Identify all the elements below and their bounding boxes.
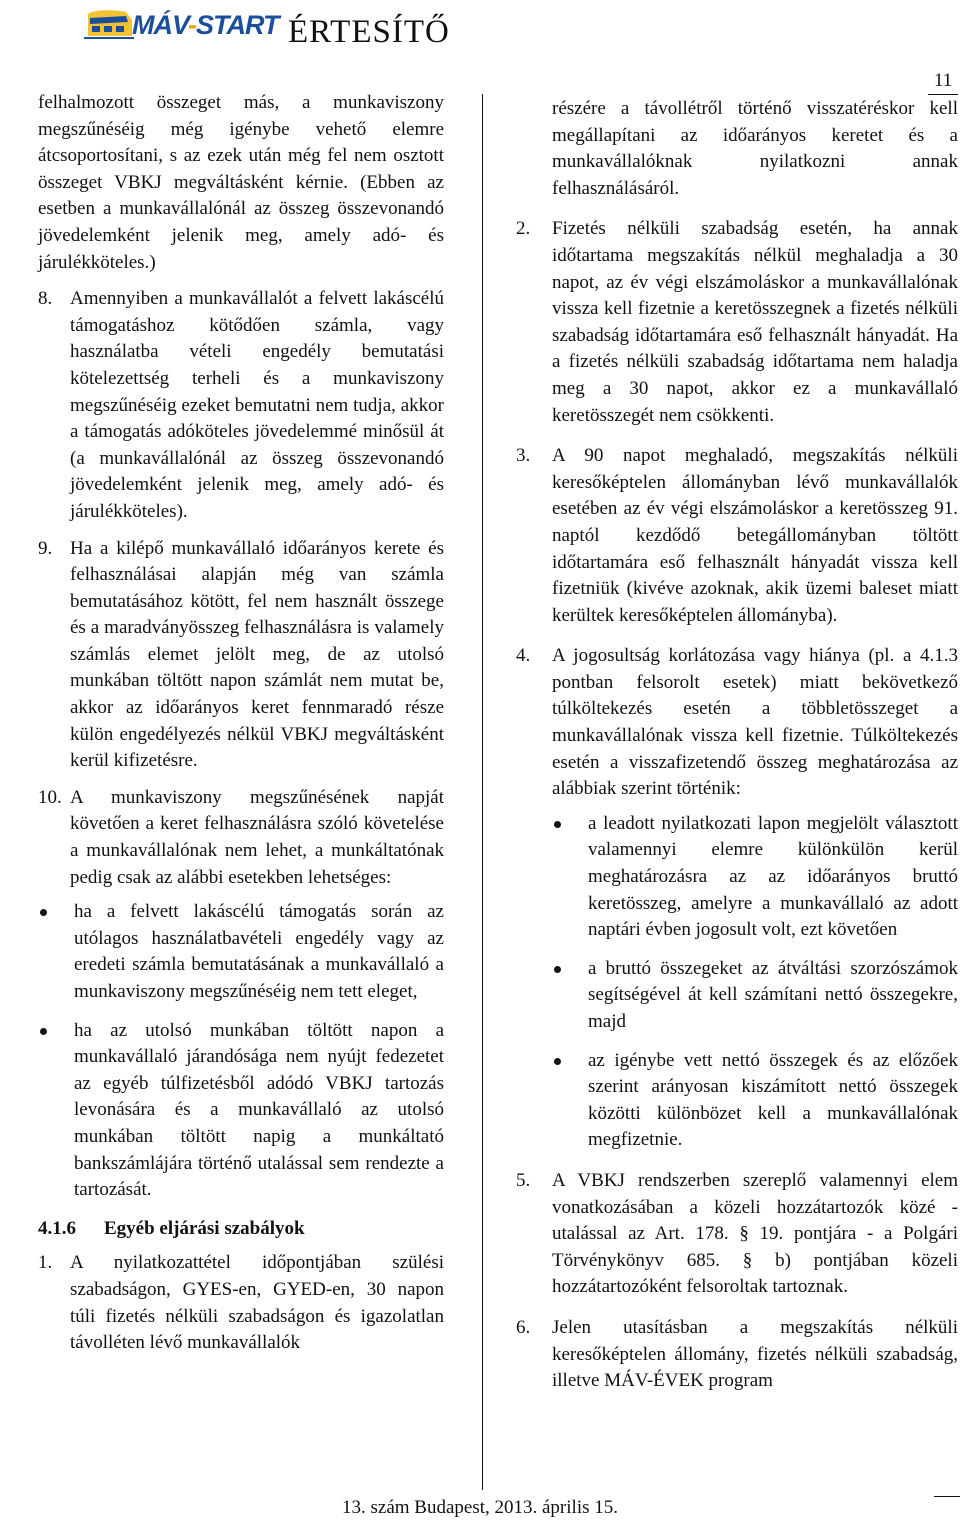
list-item [38, 536, 444, 775]
list-item [516, 216, 958, 429]
bullet-icon [552, 956, 588, 1036]
item-number: 4. [516, 645, 531, 667]
bullet-text: ha az utolsó munkában töltött napon a munkavállaló járandósága nem nyújt fedezetet az egyéb túlfizetésből adódó VBKJ tartozás levonására és a munkavállaló az utolsó munkában töltött napig a munkáltató bankszámlájára történő utalással sem rendezte a tartozását. [74, 1019, 444, 1201]
section-number: 4.1.6 [38, 1217, 76, 1239]
bullet-icon [552, 811, 588, 944]
item-number: 6. [516, 1316, 531, 1338]
item-text: Ha a kilépő munkavállaló időarányos kerete és felhasználásai alapján még van számla bemutatásához kötött, fel nem használt összege és a maradványösszeg felhasználásra is valamely számlás elemet jelölt meg, de az utolsó munkában töltött napon számlát nem mutat be, akkor az időarányos keret fennmaradó része külön engedélyezés nélkül VBKJ megváltásként kerül kifizetésre. [70, 537, 444, 772]
item-text: A munkaviszony megszűnésének napját követően a keret felhasználásra szóló követelése a munkavállalónak nem lehet, a munkáltatónak pedig csak az alábbi esetekben lehetséges: [70, 786, 444, 888]
page-number: 11 [934, 70, 953, 91]
bullet-item [552, 956, 958, 1036]
list-item [516, 1315, 958, 1395]
bullet-icon [38, 899, 74, 1005]
right-column [516, 96, 958, 1405]
item-number: 3. [516, 445, 531, 467]
page-number-rule [928, 94, 958, 95]
bullet-text: az igénybe vett nettó összegek és az előzőek szerint arányosan kiszámított nettó összegek közötti különbözet kell a munkavállalónak megfizetnie. [588, 1049, 958, 1151]
item-number: 9. [38, 537, 53, 559]
list-item [516, 1168, 958, 1301]
item-text: A VBKJ rendszerben szereplő valamennyi elem vonatkozásában a közeli hozzátartozók közé - utalással az Art. 178. § 19. pontjára - a Polgári Törvénykönyv 685. § b) pontjában közeli hozzátartozóként felsoroltak tartoznak. [552, 1169, 958, 1298]
item-number: 2. [516, 218, 531, 240]
bullet-text: ha a felvett lakáscélú támogatás során az utólagos használatbavételi engedély vagy az eredeti számla bemutatásának a munkavállaló a munkaviszony megszűnéséig nem tett eleget, [74, 901, 444, 1002]
page-footer: 13. szám Budapest, 2013. április 15. [342, 1497, 618, 1518]
bullet-icon [552, 1048, 588, 1154]
item-number: 1. [38, 1252, 53, 1274]
item-text: Jelen utasításban a megszakítás nélküli keresőképtelen állomány, fizetés nélküli szabadság, illetve MÁV-ÉVEK program [552, 1316, 958, 1392]
train-logo-icon [82, 8, 134, 42]
list-item [38, 785, 444, 891]
logo-wordmark: MÁV-START [132, 10, 279, 40]
bullet-text: a leadott nyilatkozati lapon megjelölt választott valamennyi elemre különkülön kerül meghatározásra az az időarányos bruttó keretösszeg, amelyre a munkavállaló az adott naptári évben jogosult volt, ezt követően [588, 812, 958, 941]
publication-title: ÉRTESÍTŐ [288, 14, 450, 50]
section-heading [38, 1216, 444, 1243]
column-divider [482, 94, 483, 1490]
item-text: Amennyiben a munkavállalót a felvett lakáscélú támogatáshoz kötődően számla, vagy használatba vételi engedély bemutatási kötelezettség terheli és a munkaviszony megszűnéséig ezeket bemutatni nem tudja, akkor a támogatás adóköteles jövedelemmé minősül át (a munkavállalónál az összeg összevonandó jövedelemként jelenik meg, amely adó- és járulékköteles). [70, 288, 444, 522]
list-item [516, 443, 958, 629]
item-text: A nyilatkozattétel időpontjában szülési szabadságon, GYES-en, GYED-en, 30 napon túli fizetés nélküli szabadságon és igazolatlan távolléten lévő munkavállalók [70, 1252, 444, 1354]
bullet-item [552, 811, 958, 944]
section-title: Egyéb eljárási szabályok [104, 1217, 305, 1239]
list-item [38, 286, 444, 525]
item-number: 5. [516, 1169, 531, 1191]
right-intro-paragraph: részére a távollétről történő visszatéréskor kell megállapítani az időarányos keretet és a munkavállalóknak nyilatkozni annak felhasználásáról. [552, 98, 958, 199]
item-number: 8. [38, 288, 53, 310]
bullet-item [38, 1018, 444, 1204]
list-item [516, 643, 958, 803]
bullet-list [552, 811, 958, 1154]
list-item [38, 1250, 444, 1356]
item-text: Fizetés nélküli szabadság esetén, ha annak időtartama megszakítás nélkül meghaladja a 30 napot, az év végi elszámoláskor a munkavállalónak vissza kell fizetnie a keretösszegnek a fizetés nélküli szabadság időtartamára eső felhasznált hányadát. Ha a fizetés nélküli szabadság időtartama nem haladja meg a 30 napot, akkor ez a munkavállaló keretösszegét nem csökkenti. [552, 218, 958, 426]
bullet-item [552, 1048, 958, 1154]
page-header [0, 0, 960, 70]
bullet-icon [38, 1018, 74, 1204]
left-column [38, 90, 444, 1367]
bullet-item [38, 899, 444, 1005]
left-intro-paragraph: felhalmozott összeget más, a munkaviszony megszűnéséig még igénybe vehető elemre átcsoportosítani, s az ezek után még fel nem osztott összeget VBKJ megváltásként kérnie. (Ebben az esetben a munkavállalónál az összeg összevonandó jövedelemként jelenik meg, amely adó- és járulékköteles.) [38, 92, 444, 273]
item-text: A 90 napot meghaladó, megszakítás nélküli keresőképtelen állományban lévő munkavállalók esetében az év végi elszámoláskor a keretösszeg 91. naptól kezdődő betegállományban töltött időtartamára eső felhasznált hányadát vissza kell fizetniük (kivéve azoknak, akik üzemi baleset miatt kerültek keresőképtelen állományba). [552, 445, 958, 626]
item-text: A jogosultság korlátozása vagy hiánya (pl. a 4.1.3 pontban felsorolt esetek) miatt bekövetkező túlköltekezés esetén a többletösszeget a munkavállalónak vissza kell fizetnie. Túlköltekezés esetén a visszafizetendő összeg meghatározása az alábbiak szerint történik: [552, 645, 958, 800]
bullet-text: a bruttó összegeket az átváltási szorzószámok segítségével át kell számítani nettó összegekre, majd [588, 957, 958, 1032]
bullet-list [38, 899, 444, 1204]
item-number: 10. [38, 786, 62, 808]
